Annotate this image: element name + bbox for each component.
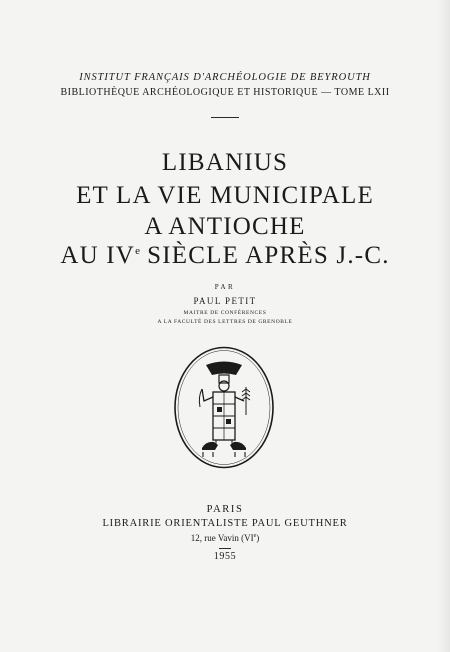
title-line-4-start: AU IV (60, 242, 136, 269)
header-rule (211, 117, 239, 118)
title-line-1: LIBANIUS (161, 149, 289, 176)
author-affiliation-2: A LA FACULTÉ DES LETTRES DE GRENOBLE (157, 319, 293, 325)
title-superscript: e (135, 245, 142, 257)
byline-par: PAR (214, 283, 236, 291)
title-line-4-end: SIÈCLE APRÈS J.-C. (147, 242, 390, 269)
address-superscript: e (253, 533, 257, 539)
series-line-collection: BIBLIOTHÈQUE ARCHÉOLOGIQUE ET HISTORIQUE — TOME LXII (60, 87, 390, 98)
author-name: PAUL PETIT (193, 296, 257, 306)
imprint-address (0, 533, 450, 543)
title-line-2: ET LA VIE MUNICIPALE (76, 182, 374, 209)
imprint-city: PARIS (206, 504, 244, 515)
imprint-dash (219, 548, 231, 549)
title-line-4 (0, 243, 450, 268)
title-line-3: A ANTIOCHE (144, 213, 306, 240)
seal-icon (172, 345, 276, 470)
address-start: 12, rue Vavin (VI (190, 533, 254, 543)
imprint-year: 1955 (213, 551, 237, 562)
address-end: ) (256, 533, 260, 543)
series-line-institute: INSTITUT FRANÇAIS D'ARCHÉOLOGIE DE BEYROUTH (79, 72, 371, 83)
imprint-publisher: LIBRAIRIE ORIENTALISTE PAUL GEUTHNER (102, 518, 348, 529)
author-affiliation-1: MAITRE DE CONFÉRENCES (183, 310, 267, 316)
